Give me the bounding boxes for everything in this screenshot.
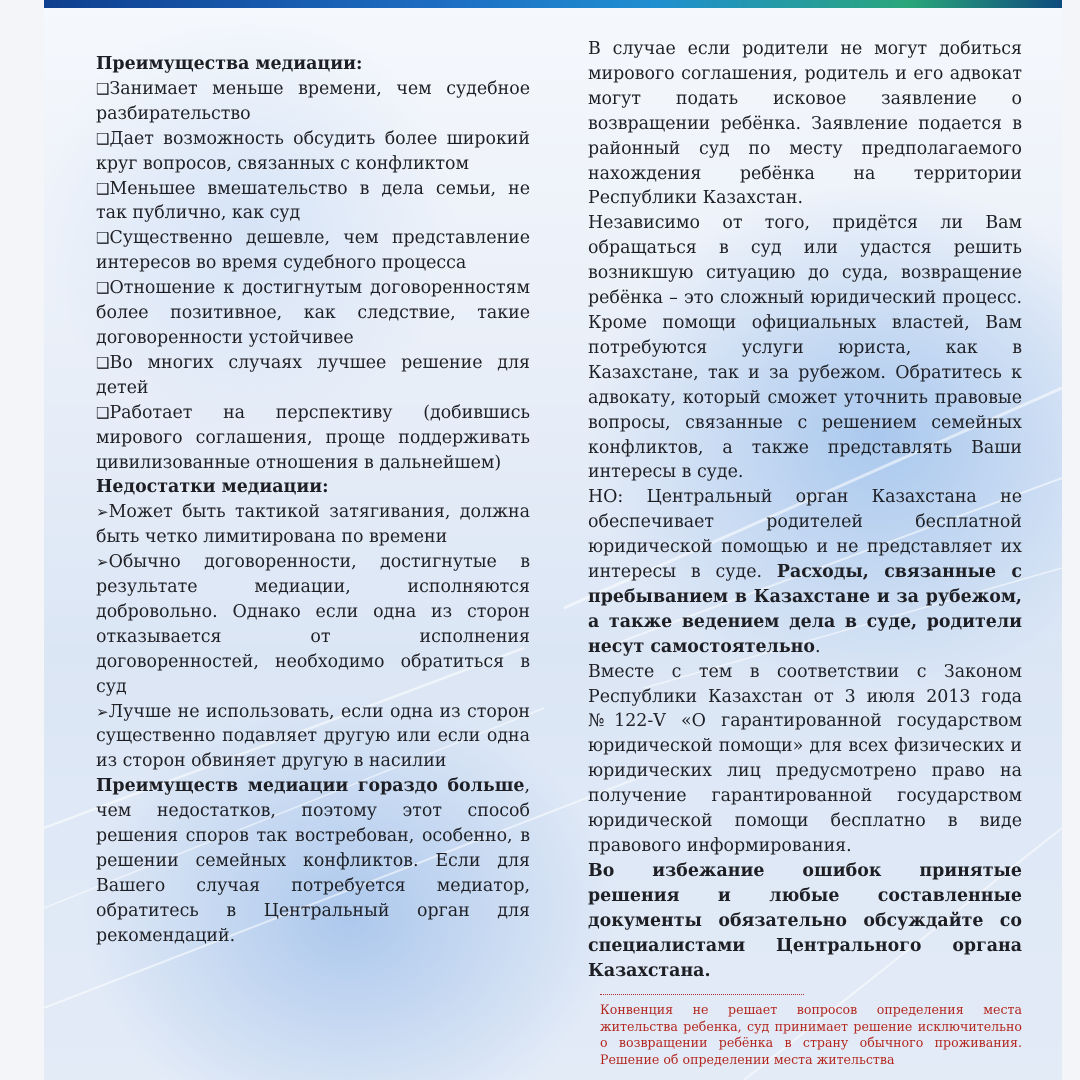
disadvantage-item-text: Обычно договоренности, достигнутые в результате медиации, исполняются добровольно. Однако если одна из сторон отказывается от исполнения договоренностей, необходимо обратиться в суд <box>96 552 530 697</box>
advantage-item <box>96 127 530 177</box>
costs-paragraph <box>588 485 1022 659</box>
advantage-item-text: Меньшее вмешательство в дела семьи, не так публично, как суд <box>96 178 530 224</box>
disadvantage-item-text: Лучше не использовать, если одна из сторон существенно подавляет другую или если одна из сторон обвиняет другую в насилии <box>96 701 530 772</box>
disadvantage-item-text: Может быть тактикой затягивания, должна быть четко лимитирована по времени <box>96 502 530 548</box>
advantage-marker-icon: ❑ <box>96 279 110 298</box>
conclusion-rest: , чем недостатков, поэтому этот способ решения споров так востребован, особенно, в решении семейных конфликтов. Если для Вашего случая потребуется медиатор, обратитесь в Центральный орган для рекомендаций. <box>96 776 530 946</box>
court-claim-paragraph: В случае если родители не могут добиться мирового соглашения, родитель и его адвокат могут подать исковое заявление о возвращении ребёнка. Заявление подается в районный суд по месту предполагаемого нахождения ребёнка на территории Республики Казахстан. <box>588 39 1022 209</box>
right-column <box>588 37 1022 983</box>
disadvantages-list <box>96 500 530 774</box>
advantage-item-text: Работает на перспективу (добившись мирового соглашения, проще поддерживать цивилизованные отношения в дальнейшем) <box>96 402 530 473</box>
disadvantage-item <box>96 700 530 775</box>
warning-paragraph: Во избежание ошибок принятые решения и любые составленные документы обязательно обсуждайте со специалистами Центрального органа Казахстана. <box>588 860 1022 981</box>
advantage-marker-icon: ❑ <box>96 403 110 422</box>
advantage-marker-icon: ❑ <box>96 179 110 198</box>
advantage-item-text: Во многих случаях лучшее решение для детей <box>96 352 530 398</box>
advantage-item <box>96 276 530 351</box>
disadvantage-item <box>96 500 530 550</box>
advantage-item <box>96 77 530 127</box>
disadvantages-heading: Недостатки медиации: <box>96 477 329 498</box>
advantages-heading: Преимущества медиации: <box>96 54 363 74</box>
costs-end-text: . <box>814 636 821 657</box>
advantage-item-text: Дает возможность обсудить более широкий круг вопросов, связанных с конфликтом <box>96 128 530 174</box>
advantage-item-text: Отношение к достигнутым договоренностям более позитивное, как следствие, такие договоренности устойчивее <box>96 278 530 348</box>
advantage-marker-icon: ❑ <box>96 79 110 98</box>
law-paragraph: Вместе с тем в соответствии с Законом Республики Казахстан от 3 июля 2013 года №122-V «О гарантированной государством юридической помощи» для всех физических и юридических лиц предусмотрено право на получение гарантированной государством юридической помощи бесплатно в виде правового информирования. <box>588 661 1022 856</box>
advantage-marker-icon: ❑ <box>96 353 110 372</box>
advantages-list <box>96 77 530 476</box>
left-column <box>96 52 530 949</box>
disadvantage-marker-icon: ➢ <box>96 702 109 721</box>
advantage-item-text: Занимает меньше времени, чем судебное разбирательство <box>96 78 530 124</box>
advantage-item <box>96 177 530 227</box>
brochure-sheet <box>44 8 1062 1080</box>
legal-process-paragraph: Независимо от того, придётся ли Вам обращаться в суд или удастся решить возникшую ситуацию до суда, возвращение ребёнка – это сложный юридический процесс. Кроме помощи официальных властей, Вам потребуются услуги юриста, как в Казахстане, так и за рубежом. Обратитесь к адвокату, который сможет уточнить правовые вопросы, связанные с решением семейных конфликтов, а также представлять Ваши интересы в суде. <box>588 213 1022 483</box>
header-color-bar <box>44 0 1062 8</box>
costs-normal-text: НО: Центральный орган Казахстана не обеспечивает родителей бесплатной юридической помощью и не представляет их интересы в суде. <box>588 487 1022 583</box>
costs-bold-text: Расходы, связанные с пребыванием в Казахстане и за рубежом, а также ведением дела в суде, родители несут самостоятельно <box>588 562 1022 657</box>
disadvantage-marker-icon: ➢ <box>96 553 109 572</box>
footnote-text: Конвенция не решает вопросов определения места жительства ребенка, суд принимает решение исключительно о возвращении ребёнка в страну обычного проживания. Решение об определении места жительства <box>600 1002 1022 1067</box>
advantage-item <box>96 351 530 401</box>
conclusion-paragraph <box>96 774 530 948</box>
disadvantage-marker-icon: ➢ <box>96 503 109 522</box>
footnote-divider <box>600 994 804 995</box>
advantage-item <box>96 226 530 276</box>
advantage-marker-icon: ❑ <box>96 129 110 148</box>
advantage-marker-icon: ❑ <box>96 229 110 248</box>
advantage-item-text: Существенно дешевле, чем представление интересов во время судебного процесса <box>96 228 530 274</box>
advantage-item <box>96 401 530 476</box>
conclusion-bold: Преимуществ медиации гораздо больше <box>96 776 525 797</box>
disadvantage-item <box>96 550 530 699</box>
